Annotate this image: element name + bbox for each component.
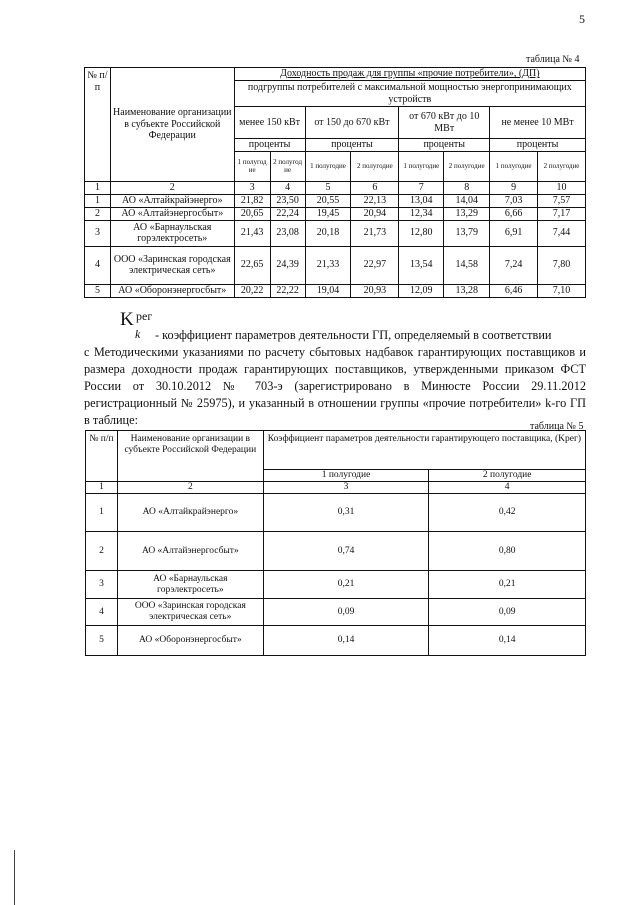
row-number: 4 <box>86 599 118 626</box>
column-number: 3 <box>234 182 270 195</box>
header-half: 1 полугодие <box>305 152 351 182</box>
row-number: 1 <box>86 494 118 532</box>
table4-caption: таблица № 4 <box>526 54 580 65</box>
scan-margin-line <box>14 850 15 905</box>
value-cell: 0,31 <box>263 494 429 532</box>
header-cap: не менее 10 МВт <box>490 107 586 139</box>
column-number: 4 <box>429 482 586 494</box>
column-number: 4 <box>270 182 305 195</box>
formula-base: K <box>120 309 134 330</box>
value-cell: 19,04 <box>305 284 351 297</box>
value-cell: 0,42 <box>429 494 586 532</box>
header-half: 1 полугодие <box>263 470 429 482</box>
paragraph-lead: - коэффициент параметров деятельности ГП, определяемый в соответствии <box>155 328 552 342</box>
value-cell: 7,17 <box>538 207 586 220</box>
row-number: 2 <box>86 532 118 571</box>
value-cell: 14,04 <box>444 194 490 207</box>
table-row <box>85 220 586 246</box>
column-number: 8 <box>444 182 490 195</box>
value-cell: 0,74 <box>263 532 429 571</box>
value-cell: 0,80 <box>429 532 586 571</box>
value-cell: 6,66 <box>490 207 538 220</box>
value-cell: 23,50 <box>270 194 305 207</box>
org-name: ООО «Заринская городская электрическая сеть» <box>110 246 234 284</box>
value-cell: 12,34 <box>399 207 444 220</box>
value-cell: 20,55 <box>305 194 351 207</box>
value-cell: 20,18 <box>305 220 351 246</box>
header-cap: от 670 кВт до 10 МВт <box>399 107 490 139</box>
org-name: АО «Алтайэнергосбыт» <box>117 532 263 571</box>
value-cell: 7,24 <box>490 246 538 284</box>
org-name: АО «Алтайэнергосбыт» <box>110 207 234 220</box>
org-name: АО «Барнаульская горэлектросеть» <box>110 220 234 246</box>
table-row <box>86 626 586 656</box>
column-number: 2 <box>110 182 234 195</box>
header-half: 2 полугодие <box>351 152 399 182</box>
column-number: 10 <box>538 182 586 195</box>
value-cell: 20,94 <box>351 207 399 220</box>
table-row <box>85 246 586 284</box>
header-cap: менее 150 кВт <box>234 107 305 139</box>
value-cell: 21,82 <box>234 194 270 207</box>
table-row <box>86 599 586 626</box>
value-cell: 13,79 <box>444 220 490 246</box>
org-name: ООО «Заринская городская электрическая сеть» <box>117 599 263 626</box>
column-number: 1 <box>86 482 118 494</box>
row-number: 1 <box>85 194 111 207</box>
column-number: 7 <box>399 182 444 195</box>
org-name: АО «Оборонэнергосбыт» <box>110 284 234 297</box>
header-half: 2 полугодие <box>538 152 586 182</box>
header-half: 1 полугодие <box>490 152 538 182</box>
row-number: 5 <box>85 284 111 297</box>
value-cell: 22,24 <box>270 207 305 220</box>
header-unit: проценты <box>234 139 305 152</box>
value-cell: 22,97 <box>351 246 399 284</box>
header-unit: проценты <box>305 139 399 152</box>
value-cell: 20,22 <box>234 284 270 297</box>
body-paragraph <box>84 327 586 429</box>
value-cell: 0,21 <box>429 571 586 599</box>
table-row <box>85 284 586 297</box>
table-5 <box>85 430 586 656</box>
column-number: 2 <box>117 482 263 494</box>
header-half: 2 полугодие <box>429 470 586 482</box>
page-number: 5 <box>579 12 585 26</box>
value-cell: 7,44 <box>538 220 586 246</box>
table-row <box>86 571 586 599</box>
org-name: АО «Алтайкрайэнерго» <box>117 494 263 532</box>
table-row <box>86 494 586 532</box>
value-cell: 22,65 <box>234 246 270 284</box>
value-cell: 12,80 <box>399 220 444 246</box>
value-cell: 0,09 <box>263 599 429 626</box>
value-cell: 20,93 <box>351 284 399 297</box>
row-number: 4 <box>85 246 111 284</box>
table-4 <box>84 67 586 298</box>
table5-caption: таблица № 5 <box>530 421 584 432</box>
value-cell: 21,43 <box>234 220 270 246</box>
row-number: 3 <box>85 220 111 246</box>
table-row <box>85 207 586 220</box>
value-cell: 6,46 <box>490 284 538 297</box>
header-half: 2 полугодие <box>444 152 490 182</box>
value-cell: 7,57 <box>538 194 586 207</box>
header-subgroups: подгруппы потребителей с максимальной мощностью энергопринимающих устройств <box>234 81 585 107</box>
value-cell: 21,73 <box>351 220 399 246</box>
header-org: Наименование организации в субъекте Российской Федерации <box>110 68 234 182</box>
value-cell: 12,09 <box>399 284 444 297</box>
header-org: Наименование организации в субъекте Российской Федерации <box>117 431 263 482</box>
value-cell: 19,45 <box>305 207 351 220</box>
value-cell: 20,65 <box>234 207 270 220</box>
column-number: 5 <box>305 182 351 195</box>
value-cell: 24,39 <box>270 246 305 284</box>
column-number: 6 <box>351 182 399 195</box>
value-cell: 13,29 <box>444 207 490 220</box>
value-cell: 13,54 <box>399 246 444 284</box>
header-cap: от 150 до 670 кВт <box>305 107 399 139</box>
value-cell: 0,21 <box>263 571 429 599</box>
formula-subscript: k <box>135 327 141 341</box>
value-cell: 7,80 <box>538 246 586 284</box>
value-cell: 22,22 <box>270 284 305 297</box>
header-num: № п/п <box>86 431 118 482</box>
header-half: 1 полугодие <box>399 152 444 182</box>
value-cell: 13,28 <box>444 284 490 297</box>
value-cell: 13,04 <box>399 194 444 207</box>
header-half: 1 полугод ие <box>234 152 270 182</box>
row-number: 2 <box>85 207 111 220</box>
column-number: 3 <box>263 482 429 494</box>
header-unit: проценты <box>490 139 586 152</box>
value-cell: 22,13 <box>351 194 399 207</box>
value-cell: 21,33 <box>305 246 351 284</box>
formula-superscript: рег <box>136 309 153 323</box>
paragraph-rest: с Методическими указаниями по расчету сбытовых надбавок гарантирующих поставщиков и размера доходности продаж гарантирующих поставщиков, утвержденными приказом ФСТ России от 30.10.2012 № 703-э (зарегистрировано в Минюсте России 29.11.2012 регистрационный № 25975), и указанный в отношении группы «прочие потребители» k-го ГП в таблице: <box>84 345 586 427</box>
header-half: 2 полугод ие <box>270 152 305 182</box>
column-number: 1 <box>85 182 111 195</box>
value-cell: 7,10 <box>538 284 586 297</box>
table-row <box>85 194 586 207</box>
header-num: № п/п <box>85 68 111 182</box>
value-cell: 23,08 <box>270 220 305 246</box>
row-number: 5 <box>86 626 118 656</box>
value-cell: 0,09 <box>429 599 586 626</box>
value-cell: 0,14 <box>429 626 586 656</box>
table-row <box>86 532 586 571</box>
column-number: 9 <box>490 182 538 195</box>
header-coef: Коэффициент параметров деятельности гарантирующего поставщика, (Kрег) <box>263 431 585 470</box>
org-name: АО «Барнаульская горэлектросеть» <box>117 571 263 599</box>
value-cell: 14,58 <box>444 246 490 284</box>
header-group: Доходность продаж для группы «прочие потребители», (ДП) <box>234 68 585 81</box>
org-name: АО «Алтайкрайэнерго» <box>110 194 234 207</box>
value-cell: 6,91 <box>490 220 538 246</box>
header-unit: проценты <box>399 139 490 152</box>
org-name: АО «Оборонэнергосбыт» <box>117 626 263 656</box>
value-cell: 0,14 <box>263 626 429 656</box>
value-cell: 7,03 <box>490 194 538 207</box>
row-number: 3 <box>86 571 118 599</box>
